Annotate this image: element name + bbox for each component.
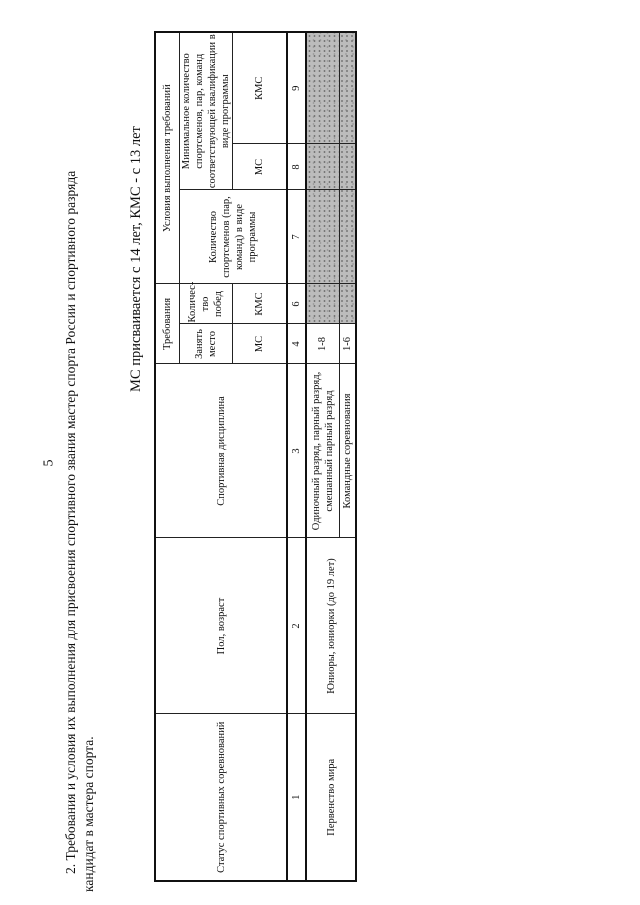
header-requirements: Требования [155, 284, 179, 364]
shaded-cell [306, 190, 339, 284]
header-ms-place: МС [232, 324, 287, 364]
col-number-6: 6 [287, 284, 306, 324]
header-kms: КМС [232, 32, 287, 144]
place-value: 1-6 [339, 324, 356, 364]
header-place: Занять место [179, 324, 232, 364]
rotated-page-content [62, 27, 640, 892]
header-status: Статус спортивных соревнований [155, 714, 287, 881]
header-conditions: Условия выполнения требований [155, 32, 179, 284]
col-number-3: 3 [287, 364, 306, 538]
shaded-cell [339, 284, 356, 324]
header-min-count: Минимальное количество спортсменов, пар, команд соответствующей квалификации в виде программы [179, 32, 232, 190]
gender-age-juniors: Юниоры, юниорки (до 19 лет) [306, 538, 356, 714]
col-number-2: 2 [287, 538, 306, 714]
col-number-7: 7 [287, 190, 306, 284]
col-number-4: 4 [287, 324, 306, 364]
discipline-team: Командные соревнования [339, 364, 356, 538]
header-wins: Количес-тво побед [179, 284, 232, 324]
shaded-cell [339, 32, 356, 144]
shaded-cell [339, 190, 356, 284]
header-ms: МС [232, 144, 287, 190]
table-row [306, 32, 339, 881]
col-number-1: 1 [287, 714, 306, 881]
col-number-9: 9 [287, 32, 306, 144]
discipline-singles-doubles: Одиночный разряд, парный разряд, смешанный парный разряд [306, 364, 339, 538]
shaded-cell [306, 284, 339, 324]
age-requirement-subtitle: МС присваивается с 14 лет, КМС - с 13 лет [128, 126, 144, 392]
header-kms-wins: КМС [232, 284, 287, 324]
place-value: 1-8 [306, 324, 339, 364]
heading-line-2: кандидат в мастера спорта. [81, 736, 96, 892]
shaded-cell [339, 144, 356, 190]
shaded-cell [306, 32, 339, 144]
header-gender-age: Пол, возраст [155, 538, 287, 714]
col-number-8: 8 [287, 144, 306, 190]
shaded-cell [306, 144, 339, 190]
header-count: Количество спортсменов (пар, команд) в виде программы [179, 190, 287, 284]
section-heading [62, 32, 98, 892]
status-world-championship: Первенство мира [306, 714, 356, 881]
requirements-table [154, 31, 357, 882]
heading-line-1: 2. Требования и условия их выполнения для присвоения спортивного звания мастер спорта России и спортивного разряда [63, 170, 78, 874]
header-discipline: Спортивная дисциплина [155, 364, 287, 538]
page-number: 5 [41, 459, 57, 467]
